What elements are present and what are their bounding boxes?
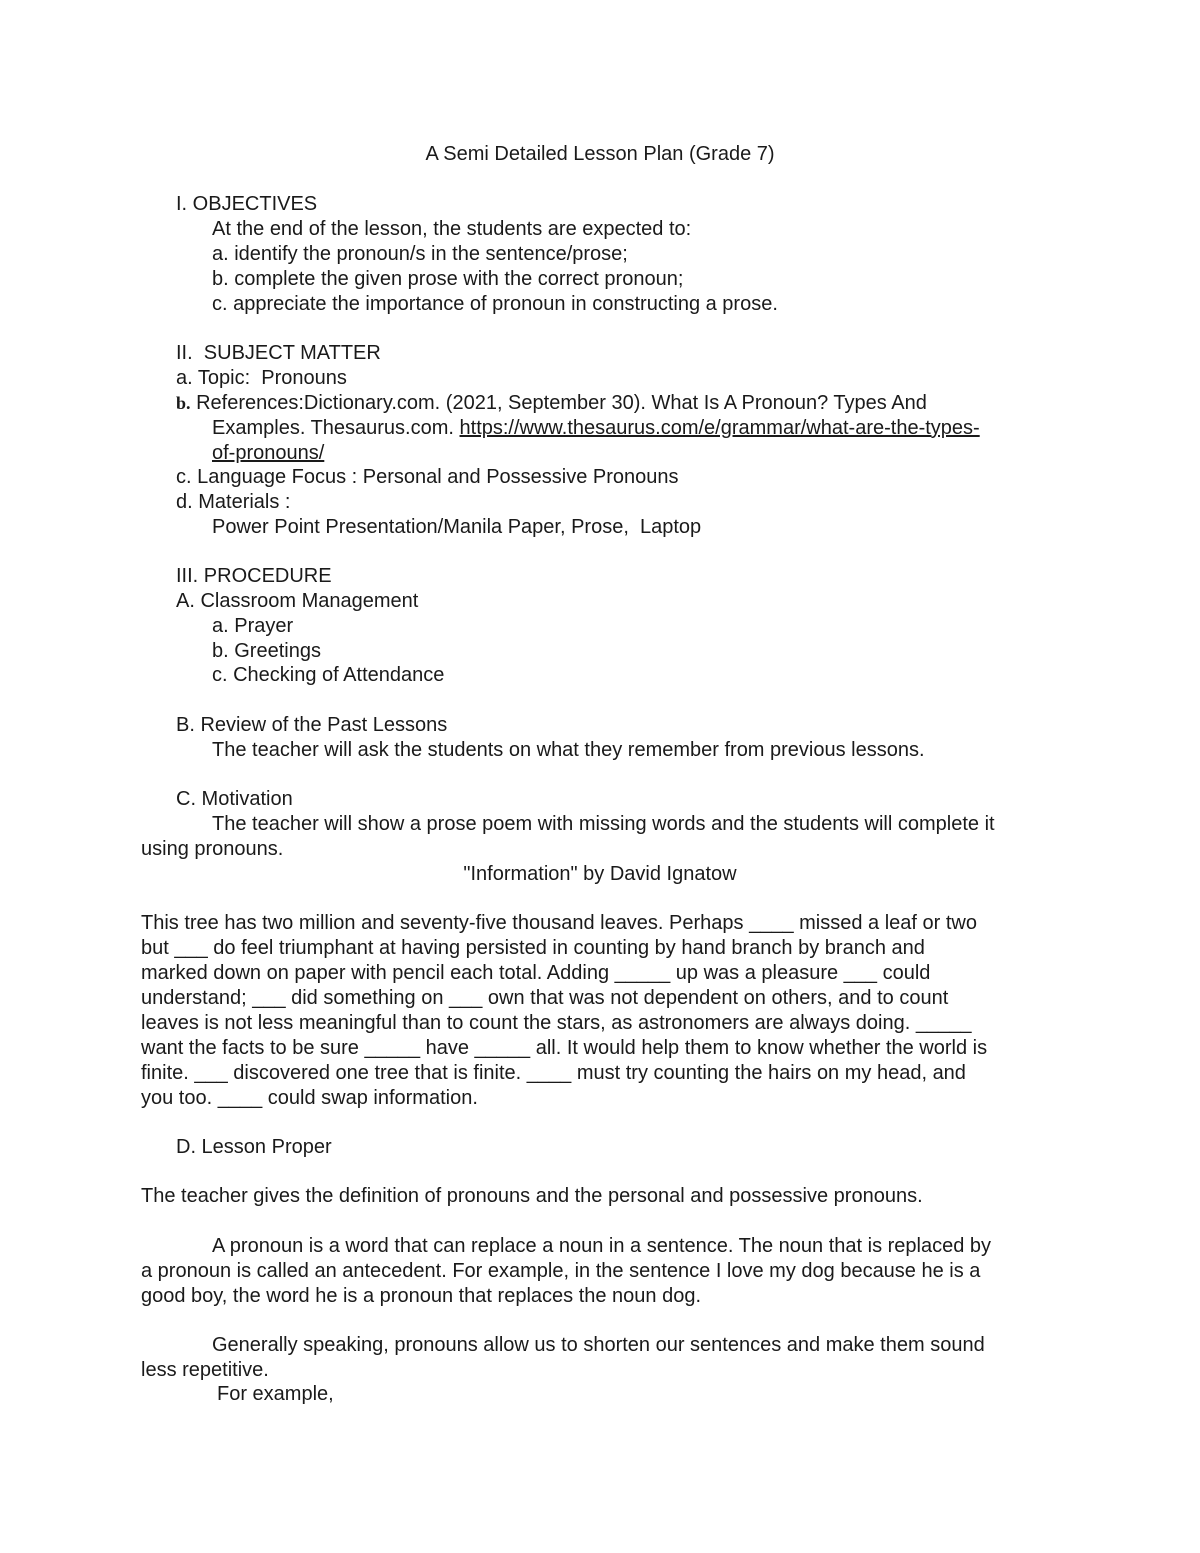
references-cont-text: Examples. Thesaurus.com. [212, 417, 460, 439]
references-link[interactable]: of-pronouns/ [212, 442, 325, 464]
definition-line: a pronoun is called an antecedent. For example, in the sentence I love my dog because he is a [141, 1260, 981, 1282]
classroom-management-item: c. Checking of Attendance [212, 664, 445, 686]
poem-line: leaves is not less meaningful than to count the stars, as astronomers are always doing. _____ [141, 1012, 972, 1034]
subject-language-focus: c. Language Focus : Personal and Possessive Pronouns [176, 466, 679, 488]
poem-line: finite. ___ discovered one tree that is finite. ____ must try counting the hairs on my head, and [141, 1062, 966, 1084]
motivation-text: using pronouns. [141, 838, 284, 860]
references-text: References:Dictionary.com. (2021, September 30). What Is A Pronoun? Types And [190, 392, 927, 414]
motivation-text: The teacher will show a prose poem with missing words and the students will complete it [212, 813, 995, 835]
explanation-line: Generally speaking, pronouns allow us to shorten our sentences and make them sound [212, 1334, 985, 1356]
poem-line: want the facts to be sure _____ have _____ all. It would help them to know whether the world is [141, 1037, 988, 1059]
poem-line: you too. ____ could swap information. [141, 1087, 478, 1109]
lesson-proper-intro: The teacher gives the definition of pronouns and the personal and possessive pronouns. [141, 1185, 923, 1207]
poem-line: but ___ do feel triumphant at having persisted in counting by hand branch by branch and [141, 937, 925, 959]
subject-references-cont [212, 416, 980, 440]
subject-materials-label: d. Materials : [176, 491, 291, 513]
classroom-management-item: a. Prayer [212, 615, 294, 637]
poem-line: understand; ___ did something on ___ own that was not dependent on others, and to count [141, 987, 949, 1009]
references-marker: b. [176, 393, 191, 413]
definition-line: A pronoun is a word that can replace a noun in a sentence. The noun that is replaced by [212, 1235, 992, 1257]
motivation-heading: C. Motivation [176, 788, 293, 810]
objective-item: b. complete the given prose with the correct pronoun; [212, 268, 684, 290]
explanation-line: less repetitive. [141, 1359, 269, 1381]
classroom-management-heading: A. Classroom Management [176, 590, 419, 612]
objective-item: a. identify the pronoun/s in the sentence/prose; [212, 243, 628, 265]
poem-line: marked down on paper with pencil each total. Adding _____ up was a pleasure ___ could [141, 962, 931, 984]
subject-topic: a. Topic: Pronouns [176, 367, 347, 389]
procedure-heading: III. PROCEDURE [176, 565, 332, 587]
classroom-management-item: b. Greetings [212, 640, 321, 662]
for-example-label: For example, [217, 1383, 334, 1405]
objectives-heading: I. OBJECTIVES [176, 193, 318, 215]
review-text: The teacher will ask the students on what they remember from previous lessons. [212, 739, 925, 761]
poem-line: This tree has two million and seventy-five thousand leaves. Perhaps ____ missed a leaf or two [141, 912, 977, 934]
subject-matter-heading: II. SUBJECT MATTER [176, 342, 381, 364]
objective-item: c. appreciate the importance of pronoun in constructing a prose. [212, 293, 778, 315]
poem-title: "Information" by David Ignatow [463, 863, 737, 885]
subject-references [176, 391, 927, 415]
lesson-proper-heading: D. Lesson Proper [176, 1136, 332, 1158]
references-link[interactable]: https://www.thesaurus.com/e/grammar/what-are-the-types- [459, 417, 980, 439]
review-heading: B. Review of the Past Lessons [176, 714, 448, 736]
references-link-cont [212, 441, 324, 465]
definition-line: good boy, the word he is a pronoun that replaces the noun dog. [141, 1285, 702, 1307]
page-title: A Semi Detailed Lesson Plan (Grade 7) [425, 143, 775, 165]
objectives-intro: At the end of the lesson, the students are expected to: [212, 218, 692, 240]
subject-materials-value: Power Point Presentation/Manila Paper, Prose, Laptop [212, 516, 702, 538]
